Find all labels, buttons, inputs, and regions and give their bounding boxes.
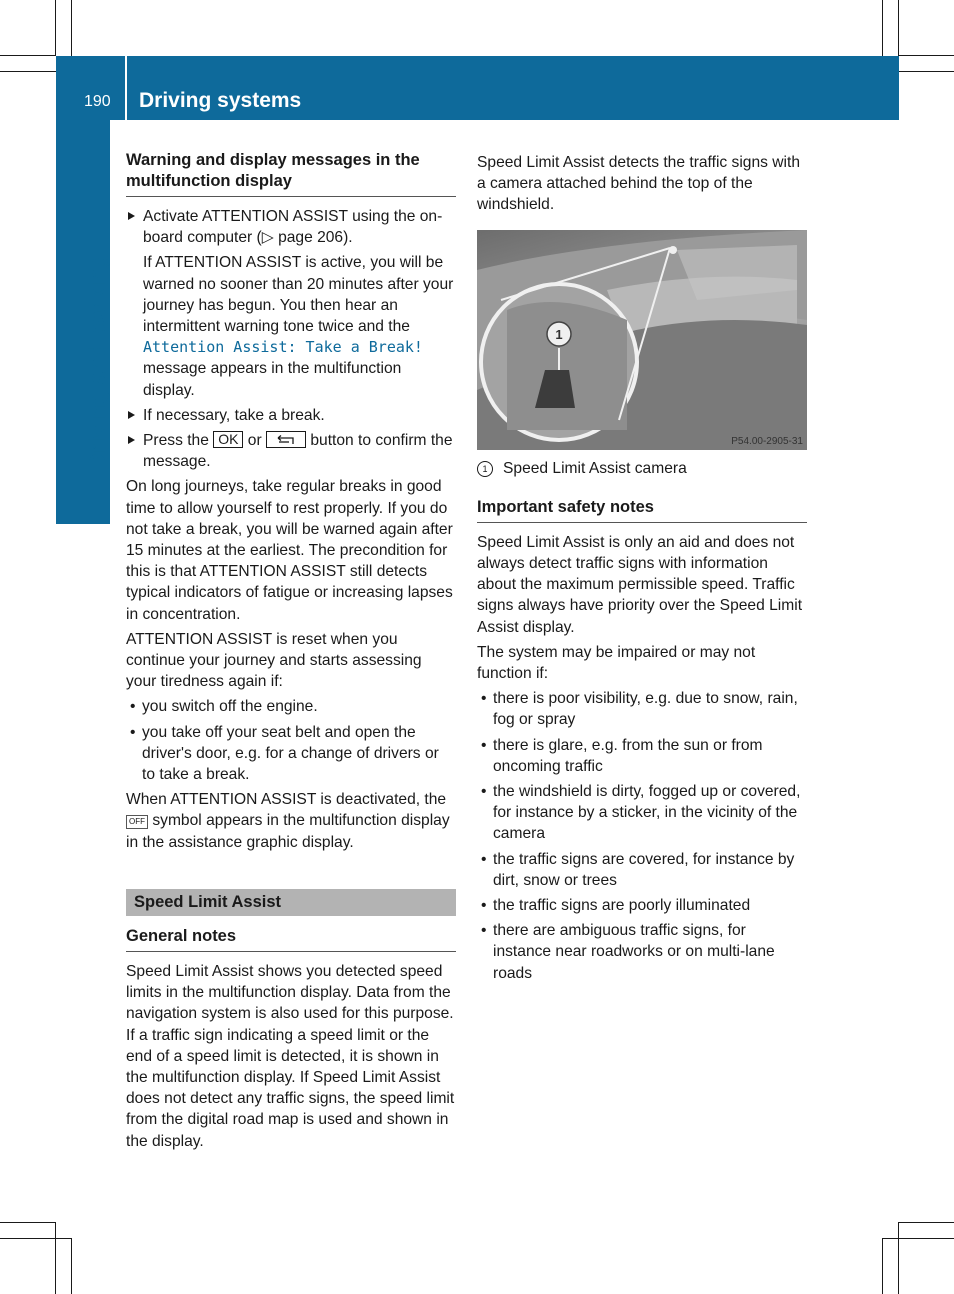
header-divider bbox=[125, 56, 127, 120]
paragraph-general-notes: Speed Limit Assist shows you detected speed limits in the multifunction display. Data from the navigation system is also used for this purpose. If a traffic sign indicating a speed limit or the end of a speed limit is detected, it is shown in the multifunction display. If Speed Limit Assist does not detect any traffic signs, the speed limit from the digital road map is used and shown in the display. bbox=[126, 962, 455, 1150]
attention-assist-off-icon: OFF bbox=[126, 815, 148, 829]
paragraph-impaired: The system may be impaired or may not function if: bbox=[477, 643, 756, 683]
list-item: • you take off your seat belt and open the driver's door, e.g. for a change of drivers or to take a break. bbox=[126, 722, 456, 786]
crop-mark bbox=[0, 1222, 56, 1223]
list-item: • there is poor visibility, e.g. due to snow, rain, fog or spray bbox=[477, 688, 807, 730]
list-item: • there are ambiguous traffic signs, for instance near roadworks or on multi-lane roads bbox=[477, 920, 807, 984]
crop-mark bbox=[882, 1238, 954, 1239]
windshield-illustration bbox=[477, 230, 807, 450]
photo-callout: 1 bbox=[555, 326, 563, 342]
crop-mark bbox=[882, 0, 883, 56]
step-confirm-text-a: Press the bbox=[143, 432, 209, 450]
crop-mark bbox=[899, 71, 954, 72]
page-number: 190 bbox=[84, 93, 111, 110]
step-confirm bbox=[126, 430, 456, 472]
list-item: • you switch off the engine. bbox=[126, 696, 456, 717]
ok-key-icon: OK bbox=[213, 431, 243, 448]
speed-limit-heading: Speed Limit Assist bbox=[126, 889, 456, 916]
paragraph-breaks: On long journeys, take regular breaks in good time to allow yourself to rest properly. If you do not take a break, you will be warned again after 15 minutes at the earliest. The precondition for this is that ATTENTION ASSIST still detects typical indicators of fatigue or increasing lapses in concentration. bbox=[126, 478, 453, 623]
crop-mark bbox=[55, 0, 56, 56]
paragraph-deactivated bbox=[126, 789, 456, 853]
crop-mark bbox=[0, 71, 56, 72]
callout-number-icon: 1 bbox=[477, 461, 493, 477]
back-key-icon bbox=[266, 431, 306, 448]
detail-text-b: message appears in the multifunction display. bbox=[143, 360, 402, 399]
list-item: • the traffic signs are poorly illuminated bbox=[477, 895, 807, 916]
step-confirm-or: or bbox=[247, 432, 262, 450]
crop-mark bbox=[0, 55, 56, 56]
crop-mark bbox=[898, 1222, 954, 1223]
list-item: • there is glare, e.g. from the sun or from oncoming traffic bbox=[477, 735, 807, 777]
right-column bbox=[477, 152, 807, 988]
camera-photo bbox=[477, 230, 807, 450]
paragraph-reset: ATTENTION ASSIST is reset when you continue your journey and starts assessing your tiredness again if: bbox=[126, 630, 422, 691]
side-tab-label: Driving and parking bbox=[84, 254, 110, 470]
step-confirm-text-b: button to confirm the message. bbox=[143, 432, 453, 471]
detail-text-a: If ATTENTION ASSIST is active, you will be warned no sooner than 20 minutes after your journey has begun. You then hear an intermittent warning tone twice and the bbox=[143, 254, 454, 336]
crop-mark bbox=[55, 1222, 56, 1294]
list-item: • the traffic signs are covered, for instance by dirt, snow or trees bbox=[477, 849, 807, 891]
crop-mark bbox=[71, 1238, 72, 1294]
crop-mark bbox=[882, 1238, 883, 1294]
crop-mark bbox=[899, 55, 954, 56]
crop-mark bbox=[898, 1222, 899, 1294]
crop-mark bbox=[898, 0, 899, 56]
section-title: Driving systems bbox=[139, 89, 302, 112]
deactivated-text-b: symbol appears in the multifunction display in the assistance graphic display. bbox=[126, 812, 450, 851]
caption-text: Speed Limit Assist camera bbox=[503, 459, 687, 477]
crop-mark bbox=[71, 0, 72, 56]
safety-heading: Important safety notes bbox=[477, 497, 807, 523]
paragraph-intro: Speed Limit Assist detects the traffic signs with a camera attached behind the top of the windshield. bbox=[477, 154, 800, 214]
step-take-break: If necessary, take a break. bbox=[126, 405, 456, 426]
photo-caption bbox=[477, 458, 807, 479]
display-message: Attention Assist: Take a Break! bbox=[143, 338, 423, 357]
photo-code: P54.00-2905-31 bbox=[731, 435, 803, 447]
step-activate-detail bbox=[126, 252, 456, 400]
list-item: • the windshield is dirty, fogged up or covered, for instance by a sticker, in the vicinity of the camera bbox=[477, 781, 807, 845]
left-column bbox=[126, 150, 456, 1156]
warning-heading: Warning and display messages in the multifunction display bbox=[126, 150, 456, 197]
crop-mark bbox=[0, 1238, 72, 1239]
deactivated-text-a: When ATTENTION ASSIST is deactivated, the bbox=[126, 791, 447, 809]
general-notes-heading: General notes bbox=[126, 926, 456, 952]
step-activate: Activate ATTENTION ASSIST using the on-board computer (▷ page 206). bbox=[126, 206, 456, 248]
paragraph-safety: Speed Limit Assist is only an aid and does not always detect traffic signs with information about the maximum permissible speed. Traffic signs always have priority over the Speed Limit Assist display. bbox=[477, 533, 803, 636]
